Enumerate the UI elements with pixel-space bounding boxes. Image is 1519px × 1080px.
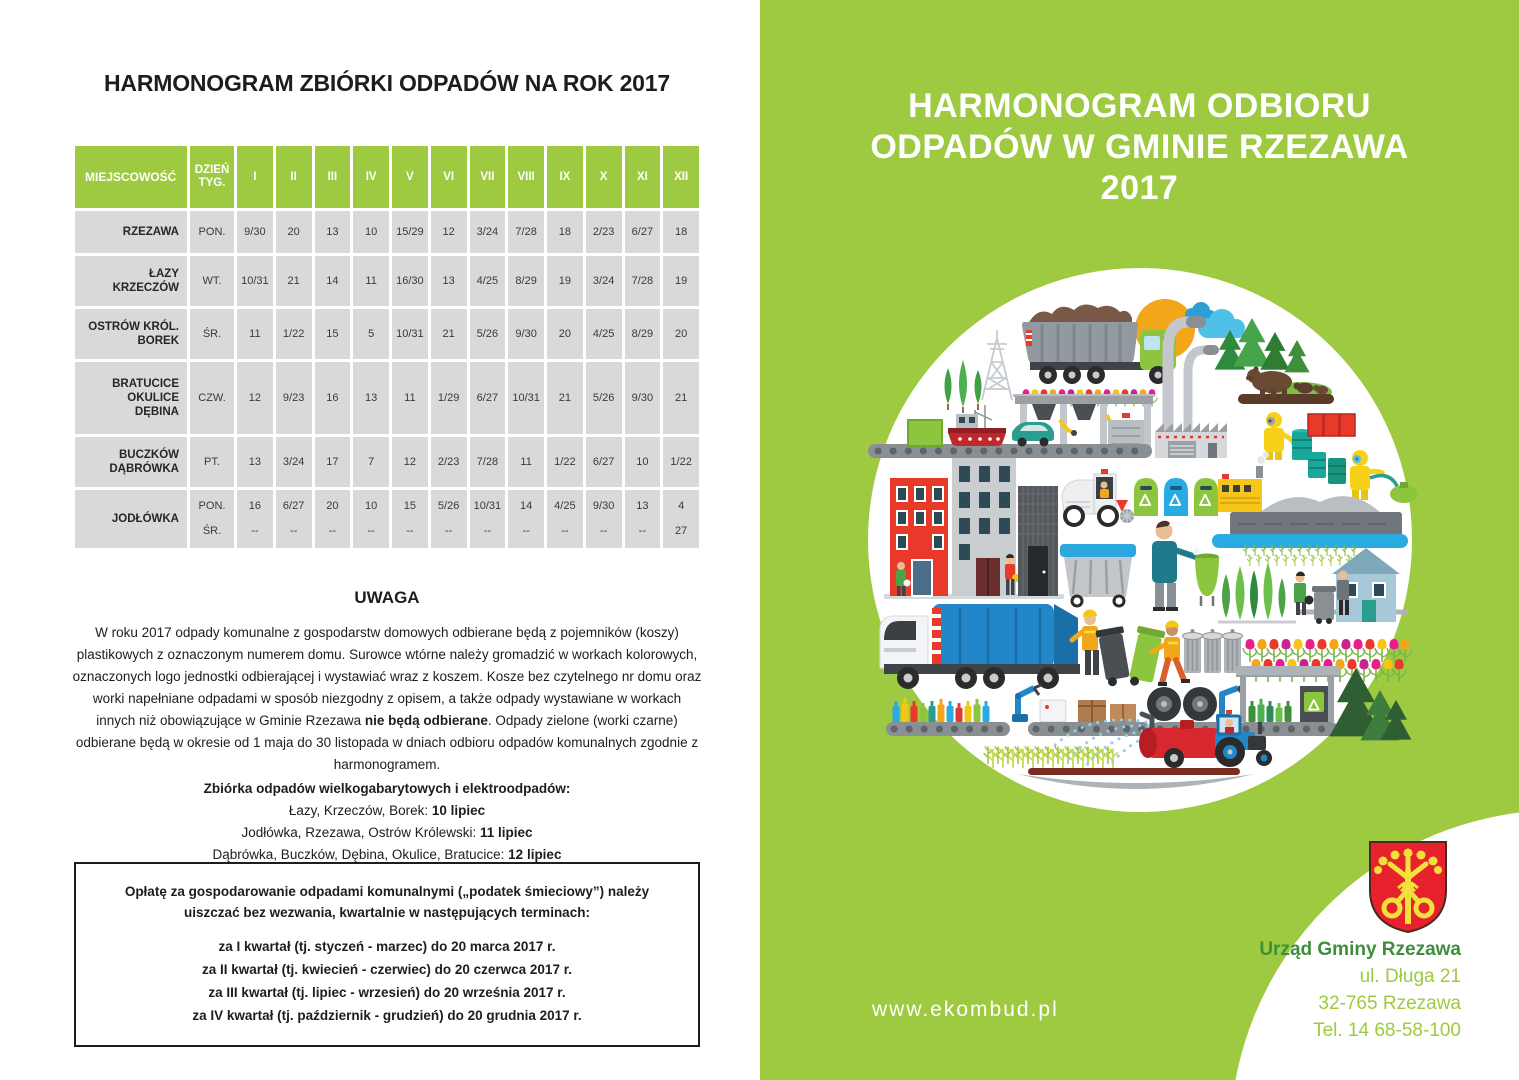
cell-place: JODŁÓWKA xyxy=(75,490,187,548)
uwaga-title: UWAGA xyxy=(354,588,420,607)
uwaga-text: W roku 2017 odpady komunalne z gospodarstw domowych odbierane będą z pojemników (koszy) plastikowych z oznaczonym numerem domu. Surowce wtórne należy gromadzić w workach kolorowych, oznaczonych logo jednostki odbierającej i wystawiać wraz z koszem. Kosze bez czytelnego nr domu oraz worki napełniane odpadami w sposób niezgodny z opisem, a także odpady wystawiane w workach innych niż obowiązujące w Gminie Rzezawa nie będą odbierane. Odpady zielone (worki czarne) odbierane będą w okresie od 1 maja do 30 listopada w dniach odbioru odpadów komunalnych zgodnie z harmonogramem. xyxy=(72,625,702,772)
cell-date: 10 xyxy=(353,211,389,253)
cell-date: 3/24 xyxy=(470,211,506,253)
fee-line: za III kwartał (tj. lipiec - wrzesień) do 20 września 2017 r. xyxy=(208,985,566,1000)
cell-date: 20 xyxy=(547,309,583,359)
bulky-line: Łazy, Krzeczów, Borek: 10 lipiec xyxy=(288,803,486,818)
cell-date: 11 xyxy=(508,437,544,487)
cell-date: 9/30 xyxy=(237,211,273,253)
column-header-month: XII xyxy=(663,146,699,208)
column-header-day: DZIEŃ TYG. xyxy=(190,146,234,208)
bulky-line: Dąbrówka, Buczków, Dębina, Okulice, Bratucice: 12 lipiec xyxy=(212,847,562,862)
office-address-street: ul. Długa 21 xyxy=(1359,966,1461,987)
metal-trash-cans xyxy=(1183,629,1243,673)
table-row xyxy=(75,309,699,359)
column-header-month: IX xyxy=(547,146,583,208)
cell-date: 9/30 -- xyxy=(586,490,622,548)
cell-date: 7 xyxy=(353,437,389,487)
cell-date: 1/29 xyxy=(431,362,467,434)
cell-place: BRATUCICE OKULICE DĘBINA xyxy=(75,362,187,434)
cell-date: 11 xyxy=(392,362,428,434)
cell-date: 5/26 -- xyxy=(431,490,467,548)
cell-date: 5/26 xyxy=(586,362,622,434)
cell-date: 5 xyxy=(353,309,389,359)
cell-date: 8/29 xyxy=(508,256,544,306)
cell-date: 6/27 xyxy=(625,211,661,253)
column-header-month: VIII xyxy=(508,146,544,208)
dumpster-illustration xyxy=(1060,544,1136,606)
column-header-month: VII xyxy=(470,146,506,208)
cell-date: 1/22 xyxy=(663,437,699,487)
cell-date: 15 xyxy=(315,309,351,359)
cell-date: 11 xyxy=(353,256,389,306)
cell-date: 13 xyxy=(237,437,273,487)
cell-date: 13 xyxy=(315,211,351,253)
cover-title: HARMONOGRAM ODBIORU ODPADÓW W GMINIE RZEZAWA 2017 xyxy=(870,87,1409,207)
website-url: www.ekombud.pl xyxy=(872,998,1059,1021)
cell-date: 13 -- xyxy=(625,490,661,548)
column-header-month: X xyxy=(586,146,622,208)
cell-date: 15/29 xyxy=(392,211,428,253)
cell-date: 3/24 xyxy=(276,437,312,487)
cell-date: 8/29 xyxy=(625,309,661,359)
bulky-line: Jodłówka, Rzezawa, Ostrów Królewski: 11 lipiec xyxy=(241,825,533,840)
cell-day: PT. xyxy=(190,437,234,487)
cell-date: 21 xyxy=(431,309,467,359)
recycling-bins xyxy=(1134,478,1218,516)
table-row xyxy=(75,211,699,253)
cell-date: 4/25 xyxy=(470,256,506,306)
cell-date: 14 -- xyxy=(508,490,544,548)
column-header-month: III xyxy=(315,146,351,208)
cell-date: 2/23 xyxy=(586,211,622,253)
cell-date: 19 xyxy=(547,256,583,306)
table-row xyxy=(75,490,699,548)
cell-date: 6/27 -- xyxy=(276,490,312,548)
cell-place: ŁAZY KRZECZÓW xyxy=(75,256,187,306)
cell-date: 7/28 xyxy=(508,211,544,253)
cell-date: 10 -- xyxy=(353,490,389,548)
column-header-month: II xyxy=(276,146,312,208)
cell-date: 6/27 xyxy=(470,362,506,434)
cell-date: 21 xyxy=(663,362,699,434)
glass-recycling-shed xyxy=(1236,666,1340,736)
fee-line: za I kwartał (tj. styczeń - marzec) do 20 marca 2017 r. xyxy=(218,939,556,954)
page-title: HARMONOGRAM ZBIÓRKI ODPADÓW NA ROK 2017 xyxy=(104,70,670,96)
table-row xyxy=(75,437,699,487)
cell-day: WT. xyxy=(190,256,234,306)
cell-date: 20 xyxy=(276,211,312,253)
cell-date: 7/28 xyxy=(625,256,661,306)
cell-date: 10 xyxy=(625,437,661,487)
office-phone: Tel. 14 68-58-100 xyxy=(1313,1020,1461,1041)
column-header-month: IV xyxy=(353,146,389,208)
column-header-place: MIEJSCOWOŚĆ xyxy=(75,146,187,208)
cell-date: 18 xyxy=(547,211,583,253)
cell-date: 20 -- xyxy=(315,490,351,548)
cell-date: 20 xyxy=(663,309,699,359)
cell-date: 16/30 xyxy=(392,256,428,306)
column-header-month: XI xyxy=(625,146,661,208)
column-header-month: V xyxy=(392,146,428,208)
cell-date: 1/22 xyxy=(276,309,312,359)
office-name: Urząd Gminy Rzezawa xyxy=(1259,939,1461,960)
cell-date: 4/25 xyxy=(586,309,622,359)
bulky-waste-section xyxy=(72,778,702,866)
cell-date: 7/28 xyxy=(470,437,506,487)
cell-date: 21 xyxy=(276,256,312,306)
green-cargo-box xyxy=(908,420,942,446)
cell-date: 9/30 xyxy=(625,362,661,434)
schedule-table xyxy=(72,143,702,551)
uwaga-bold-text: nie będą odbierane xyxy=(364,713,488,728)
cell-date: 6/27 xyxy=(586,437,622,487)
office-address-city: 32-765 Rzezawa xyxy=(1318,993,1461,1014)
cell-date: 16 -- xyxy=(237,490,273,548)
cell-date: 9/30 xyxy=(508,309,544,359)
cell-day: CZW. xyxy=(190,362,234,434)
uwaga-section xyxy=(72,588,702,776)
cell-date: 10/31 -- xyxy=(470,490,506,548)
cell-date: 3/24 xyxy=(586,256,622,306)
cell-date: 10/31 xyxy=(237,256,273,306)
table-header-row xyxy=(75,146,699,208)
cell-date: 9/23 xyxy=(276,362,312,434)
cell-date: 12 xyxy=(431,211,467,253)
cell-date: 13 xyxy=(431,256,467,306)
rzezawa-coat-of-arms xyxy=(1362,840,1454,936)
cell-date: 16 xyxy=(315,362,351,434)
table-row xyxy=(75,256,699,306)
cell-date: 19 xyxy=(663,256,699,306)
cell-date: 13 xyxy=(353,362,389,434)
cell-place: BUCZKÓW DĄBRÓWKA xyxy=(75,437,187,487)
cell-day: PON. ŚR. xyxy=(190,490,234,548)
cell-date: 14 xyxy=(315,256,351,306)
cell-date: 4 27 xyxy=(663,490,699,548)
fee-line: za II kwartał (tj. kwiecień - czerwiec) do 20 czerwca 2017 r. xyxy=(202,962,572,977)
cell-date: 12 xyxy=(392,437,428,487)
cell-date: 1/22 xyxy=(547,437,583,487)
right-page xyxy=(760,0,1519,1080)
cell-place: OSTRÓW KRÓL. BOREK xyxy=(75,309,187,359)
cell-date: 12 xyxy=(237,362,273,434)
table-row xyxy=(75,362,699,434)
fee-line: za IV kwartał (tj. październik - grudzień) do 20 grudnia 2017 r. xyxy=(192,1008,582,1023)
cell-day: PON. xyxy=(190,211,234,253)
cell-date: 5/26 xyxy=(470,309,506,359)
column-header-month: VI xyxy=(431,146,467,208)
cell-date: 15 -- xyxy=(392,490,428,548)
cell-date: 21 xyxy=(547,362,583,434)
cell-date: 17 xyxy=(315,437,351,487)
fee-box xyxy=(74,862,700,1047)
cell-date: 2/23 xyxy=(431,437,467,487)
cell-date: 10/31 xyxy=(392,309,428,359)
cell-date: 11 xyxy=(237,309,273,359)
office-contact-block xyxy=(1259,936,1461,1044)
cell-date: 10/31 xyxy=(508,362,544,434)
cell-day: ŚR. xyxy=(190,309,234,359)
column-header-month: I xyxy=(237,146,273,208)
cell-date: 18 xyxy=(663,211,699,253)
bulky-title: Zbiórka odpadów wielkogabarytowych i elektroodpadów: xyxy=(203,781,571,796)
cell-place: RZEZAWA xyxy=(75,211,187,253)
fee-intro: Opłatę za gospodarowanie odpadami komunalnymi („podatek śmieciowy”) należy uiszczać bez wezwania, kwartalnie w następujących terminach: xyxy=(124,884,650,920)
cell-date: 4/25 -- xyxy=(547,490,583,548)
